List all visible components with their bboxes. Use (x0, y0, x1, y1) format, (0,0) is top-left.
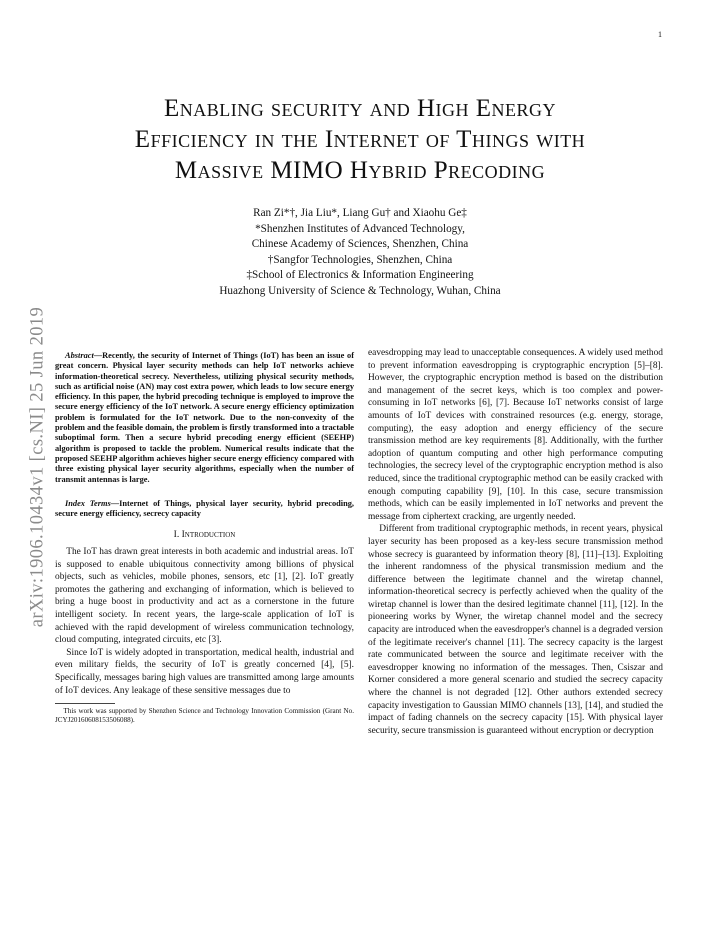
author-names: Ran Zi*†, Jia Liu*, Liang Gu† and Xiaohu Ge‡ (253, 207, 467, 219)
section-heading-introduction: I. Introduction (173, 529, 236, 541)
page-number: 1 (658, 30, 662, 39)
abstract-lead: Abstract (65, 351, 94, 360)
footnote-divider (55, 703, 115, 704)
author-block (0, 206, 720, 299)
index-terms-text: —Internet of Things, physical layer security, hybrid precoding, secure energy efficiency, secrecy capacity (55, 498, 354, 519)
abstract-text: —Recently, the security of Internet of Things (IoT) has been an issue of great concern. Physical layer security methods can help IoT networks achieve information-theoretical secrecy. Nevertheless, utilizing physical security methods, such as artificial noise (AN) may cost extra power, which leads to low secure energy efficiency. In this paper, the hybrid precoding technique is employed to improve the secure energy efficiency of the IoT network. A secure energy efficiency optimization problem is formulated for the IoT network. Due to the non-convexity of the problem and the feasible domain, the problem is firstly transformed into a tractable suboptimal form. Then a secure hybrid precoding energy efficient (SEEHP) algorithm is proposed to tackle the problem. Numerical results indicate that the proposed SEEHP algorithm achieves higher secure energy efficiency compared with three existing physical layer security algorithms, especially when the number of transmit antennas is large. (55, 351, 354, 484)
intro-paragraph-1: The IoT has drawn great interests in both academic and industrial areas. IoT is supposed to enable ubiquitous connectivity among billions of physical objects, such as vehicles, mobile phones, sensors, etc [1], [2]. IoT greatly promotes the gathering and exchanging of information, which is believed to bring a huge boost in productivity and act as a cornerstone in the future intelligent society. In recent years, the large-scale application of IoT is achieved with the rapid development of wireless communication technology, cloud computing, integrated circuits, etc [3]. (55, 547, 354, 646)
affiliation-3b: Huazhong University of Science & Technology, Wuhan, China (219, 284, 501, 297)
affiliation-3a: ‡School of Electronics & Information Engineering (246, 269, 474, 281)
left-column (55, 351, 354, 725)
affiliation-2: †Sangfor Technologies, Shenzhen, China (267, 253, 453, 266)
affiliation-1b: Chinese Academy of Sciences, Shenzhen, China (251, 238, 469, 250)
title-line-1: Enabling security and High Energy (163, 95, 557, 122)
right-column (368, 347, 663, 737)
arxiv-stamp: arXiv:1906.10434v1 [cs.NI] 25 Jun 2019 (27, 306, 48, 628)
index-terms (55, 499, 354, 520)
paper-title (0, 93, 720, 186)
index-terms-lead: Index Terms (65, 498, 111, 508)
title-line-3: Massive MIMO Hybrid Precoding (174, 157, 546, 184)
intro-paragraph-2: Since IoT is widely adopted in transportation, medical health, industrial and even military fields, the security of IoT is greatly concerned [4], [5]. Specifically, messages baring high values are transmitted among large amounts of IoT devices. Any leakage of these sensitive messages due to (55, 647, 354, 696)
affiliation-1a: *Shenzhen Institutes of Advanced Technology, (255, 222, 465, 235)
right-paragraph-2: Different from traditional cryptographic methods, in recent years, physical layer security has been proposed as a key-less secure transmission method whose secrecy is guaranteed by information theory [8], [11]–[13]. Exploiting the inherent randomness of the physical transmission medium and the difference between the legitimate channel and the wiretap channel, information-theoretical secrecy is perfectly achieved when the quality of the wiretap channel is lower than the desired legitimate channel [11], [12]. In the pioneering works by Wyner, the wiretap channel model and the secrecy capacity are introduced when the eavesdropper's channel is a degraded version of the legitimate receiver's channel [11]. The secrecy capacity is the largest rate communicated between the source and legitimate receiver with the eavesdropper knowing no information of the messages. Then, Csiszar and Korner considered a more general scenario and studied the secrecy capacity where the channel is not degraded [12]. Other authors extended secrecy capacity investigation to Gaussian MIMO channels [13], [14], and studied the impact of fading channels on the secrecy capacity [15]. With physical layer security, secure transmission is guaranteed without encryption or decryption (368, 524, 663, 736)
title-line-2: Efficiency in the Internet of Things with (134, 126, 586, 153)
abstract (55, 351, 354, 485)
right-paragraph-1: eavesdropping may lead to unacceptable consequences. A widely used method to prevent information eavesdropping is cryptographic encryption [5]–[8]. However, the cryptographic encryption method is based on the distribution and management of the secret keys, which is too complex and power-consuming in IoT networks [6], [7]. Because IoT networks consist of large amounts of IoT devices with constrained resources (e.g. energy, storage, computing), the easy adoption and energy efficiency of the secure transmission method are key requirements [8]. Additionally, with the further adoption of quantum computing and other high performance computing technologies, the secrecy level of the cryptographic encryption method is also reduced, since the traditional cryptographic method can be easily cracked with enough computing capability [9], [10]. In this case, secure transmission methods, which can be easily implemented in IoT networks and prevent the message from ciphertext cracking, are urgently needed. (368, 348, 663, 522)
funding-footnote: This work was supported by Shenzhen Science and Technology Innovation Commission (Grant No. JCYJ20160608153506088). (55, 707, 354, 725)
